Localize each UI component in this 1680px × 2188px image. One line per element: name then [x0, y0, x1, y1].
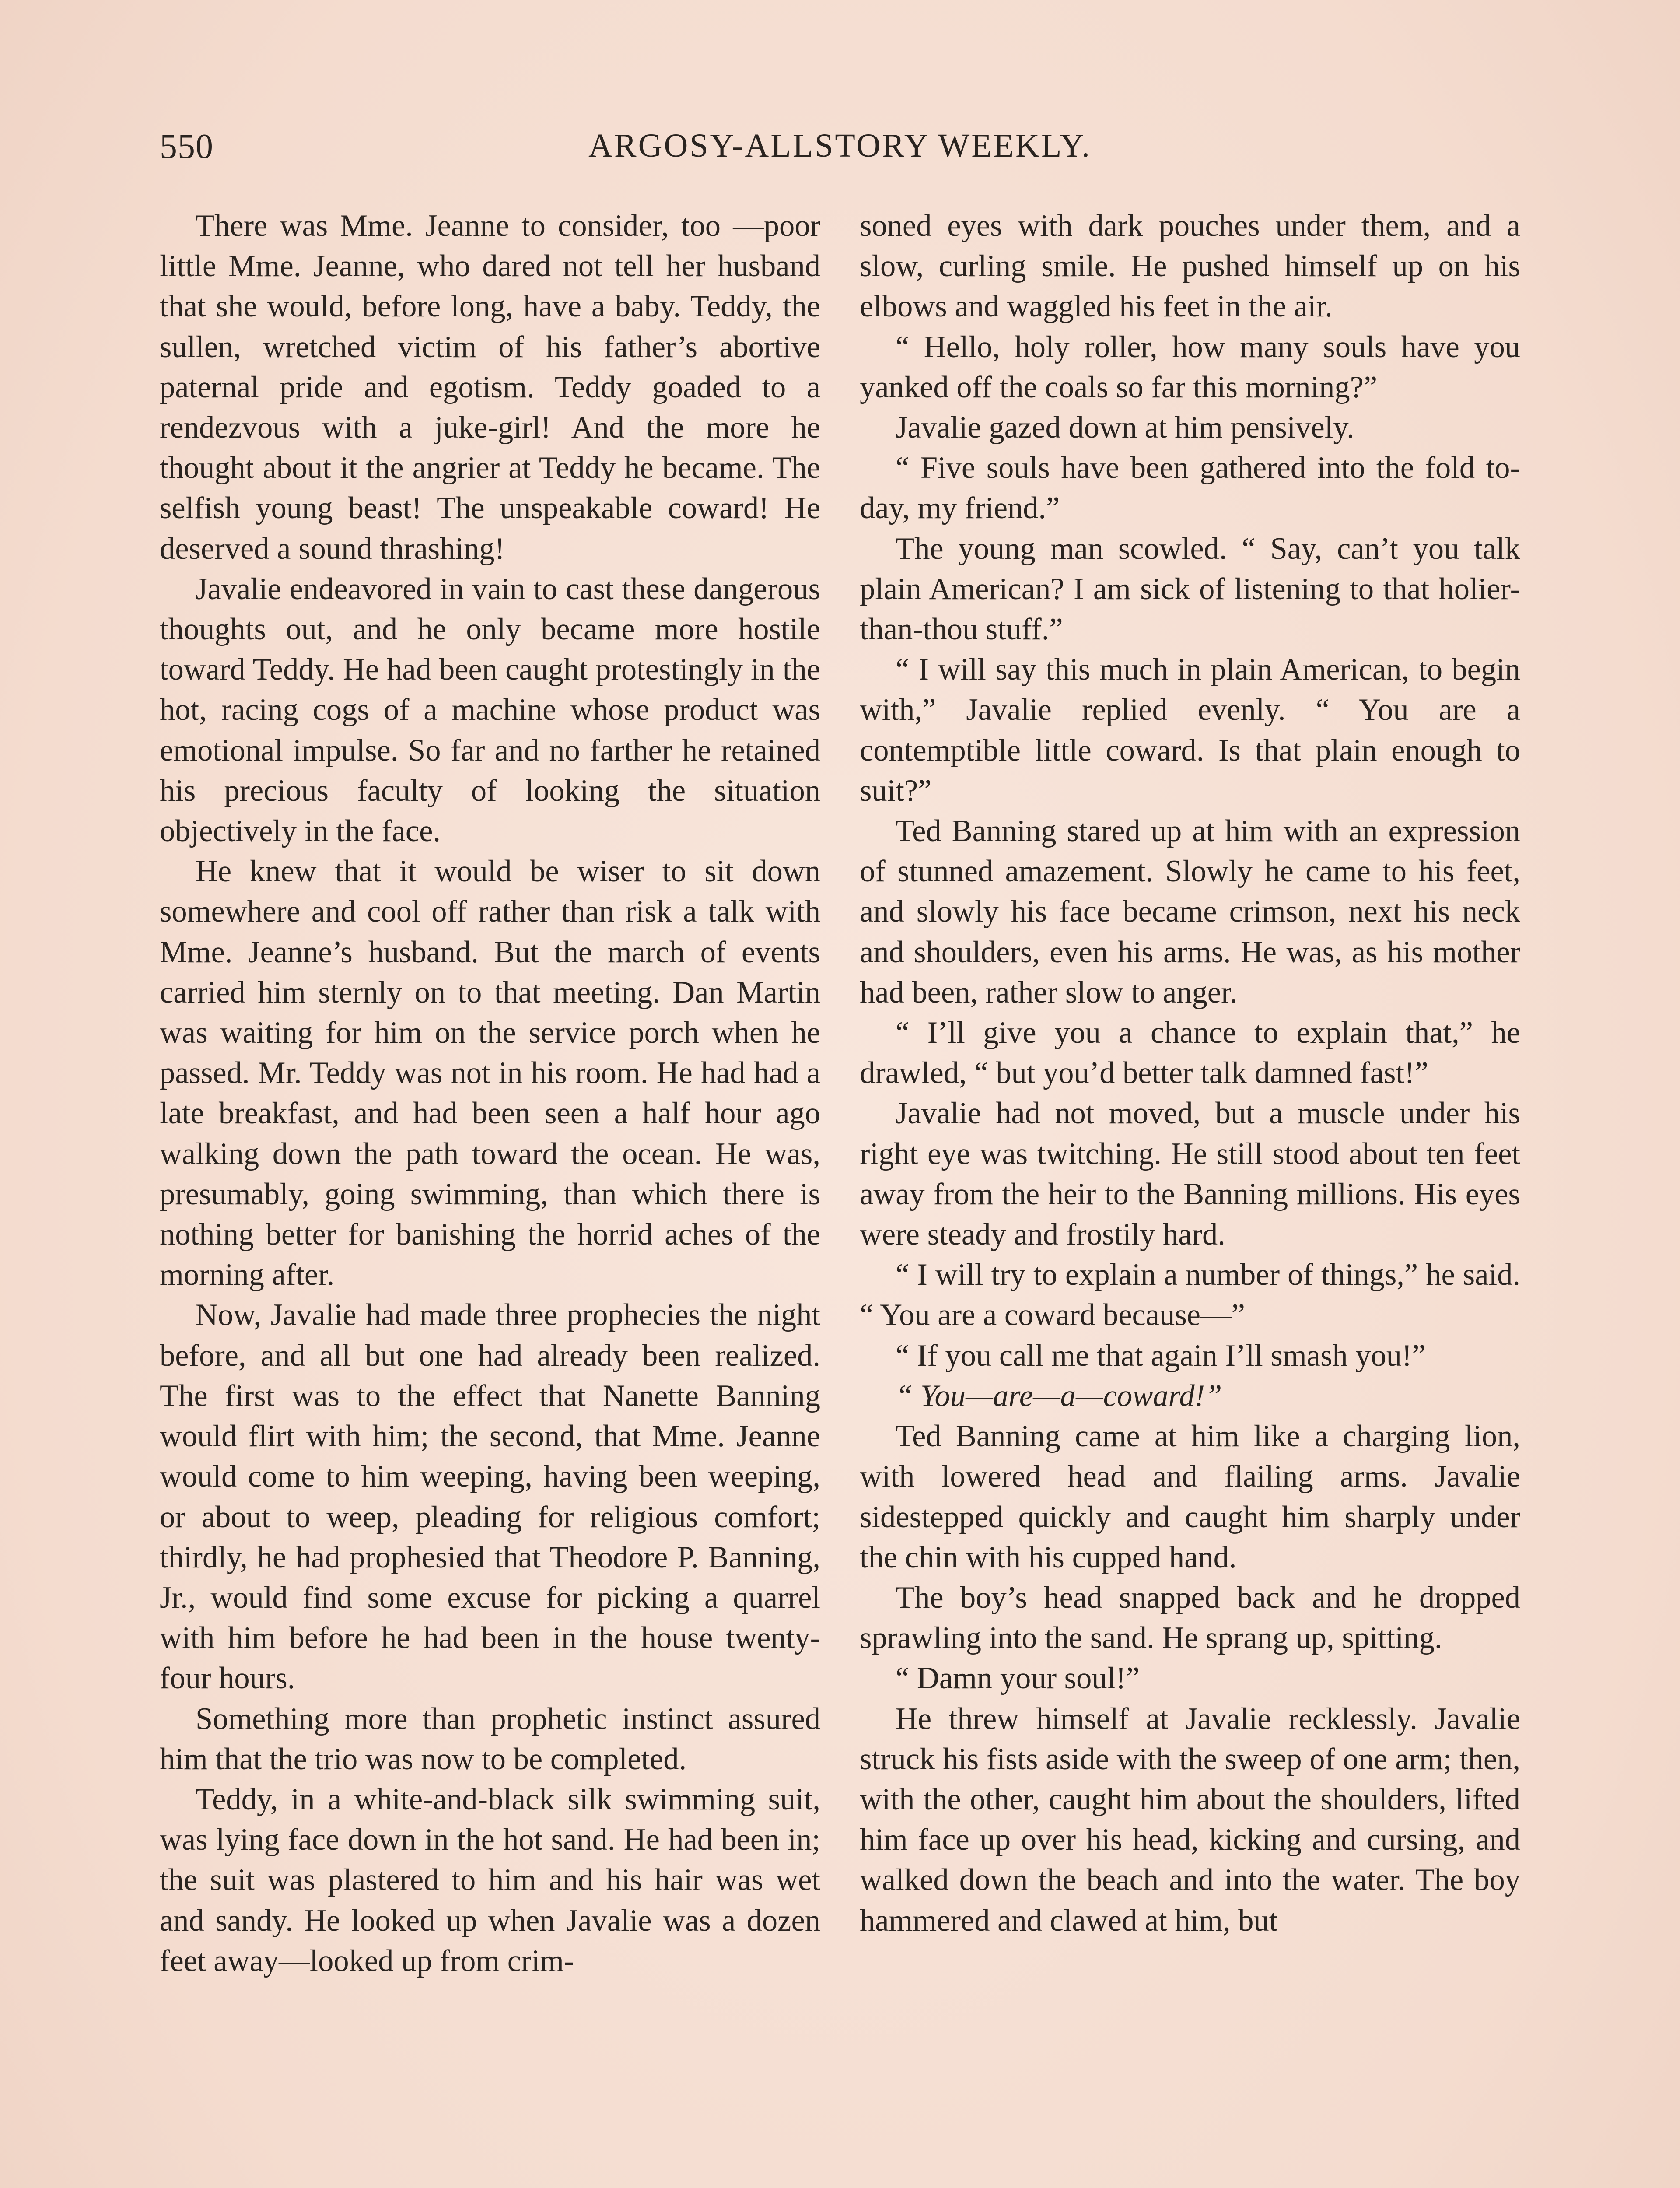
- paragraph: Something more than prophetic instinct assured him that the trio was now to be completed.: [160, 1701, 820, 1776]
- paragraph: “ Damn your soul!”: [896, 1661, 1140, 1696]
- page-number: 550: [160, 127, 214, 166]
- italic-dialogue: “ You—are—a—coward!”: [896, 1378, 1222, 1413]
- paragraph: “ I’ll give you a chance to explain that,” he drawled, “ but you’d better talk damned fast!”: [860, 1016, 1520, 1090]
- paragraph: The young man scowled. “ Say, can’t you talk plain American? I am sick of listening to that holier-than-thou stuff.”: [860, 531, 1520, 647]
- paragraph: He knew that it would be wiser to sit down somewhere and cool off rather than risk a talk with Mme. Jeanne’s husband. But the march of events carried him sternly on to that meeting. Dan Martin was waiting for him on the service porch when he passed. Mr. Teddy was not in his room. He had had a late breakfast, and had been seen a half hour ago walking down the path toward the ocean. He was, presumably, going swimming, than which there is nothing better for banishing the horrid aches of the morning after.: [160, 854, 820, 1292]
- paragraph: “ If you call me that again I’ll smash you!”: [896, 1338, 1426, 1373]
- paragraph: Javalie had not moved, but a muscle under his right eye was twitching. He still stood about ten feet away from the heir to the Banning millions. His eyes were steady and frostily hard.: [860, 1096, 1520, 1252]
- right-column: [860, 206, 1520, 1941]
- paragraph: “ I will say this much in plain American, to begin with,” Javalie replied evenly. “ You are a contemptible little coward. Is that plain enough to suit?”: [860, 652, 1520, 808]
- paragraph: Ted Banning came at him like a charging lion, with lowered head and flailing arms. Javalie sidestepped quickly and caught him sharply under the chin with his cupped hand.: [860, 1419, 1520, 1574]
- paragraph: Now, Javalie had made three prophecies the night before, and all but one had already been realized. The first was to the effect that Nanette Banning would flirt with him; the second, that Mme. Jeanne would come to him weeping, having been weeping, or about to weep, pleading for religious comfort; thirdly, he had prophesied that Theodore P. Banning, Jr., would find some excuse for picking a quarrel with him before he had been in the house twenty-four hours.: [160, 1298, 820, 1696]
- left-column: [160, 206, 820, 1981]
- paragraph: The boy’s head snapped back and he dropped sprawling into the sand. He sprang up, spitting.: [860, 1580, 1520, 1655]
- continued-paragraph: soned eyes with dark pouches under them, and a slow, curling smile. He pushed himself up on his elbows and waggled his feet in the air.: [860, 209, 1520, 324]
- running-title: ARGOSY-ALLSTORY WEEKLY.: [588, 127, 1092, 164]
- paragraph: Teddy, in a white-and-black silk swimming suit, was lying face down in the hot sand. He had been in; the suit was plastered to him and his hair was wet and sandy. He looked up when Javalie was a dozen feet away—looked up from crim-: [160, 1782, 820, 1978]
- paragraph: “ I will try to explain a number of things,” he said. “ You are a coward because—”: [860, 1258, 1520, 1332]
- page-header: [160, 127, 1520, 184]
- paragraph: “ Five souls have been gathered into the fold to-day, my friend.”: [860, 451, 1520, 526]
- paragraph: Javalie endeavored in vain to cast these dangerous thoughts out, and he only became more hostile toward Teddy. He had been caught protestingly in the hot, racing cogs of a machine whose product was emotional impulse. So far and no farther he retained his precious faculty of looking the situation objectively in the face.: [160, 572, 820, 849]
- paragraph: Javalie gazed down at him pensively.: [896, 410, 1354, 445]
- paragraph: “ Hello, holy roller, how many souls have you yanked off the coals so far this morning?”: [860, 330, 1520, 404]
- paragraph: There was Mme. Jeanne to consider, too —poor little Mme. Jeanne, who dared not tell her husband that she would, before long, have a baby. Teddy, the sullen, wretched victim of his father’s abortive paternal pride and egotism. Teddy goaded to a rendezvous with a juke-girl! And the more he thought about it the angrier at Teddy he became. The selfish young beast! The unspeakable coward! He deserved a sound thrashing!: [160, 209, 820, 566]
- paragraph: Ted Banning stared up at him with an expression of stunned amazement. Slowly he came to his feet, and slowly his face became crimson, next his neck and shoulders, even his arms. He was, as his mother had been, rather slow to anger.: [860, 814, 1520, 1010]
- paragraph: He threw himself at Javalie recklessly. Javalie struck his fists aside with the sweep of one arm; then, with the other, caught him about the shoulders, lifted him face up over his head, kicking and cursing, and walked down the beach and into the water. The boy hammered and clawed at him, but: [860, 1701, 1520, 1938]
